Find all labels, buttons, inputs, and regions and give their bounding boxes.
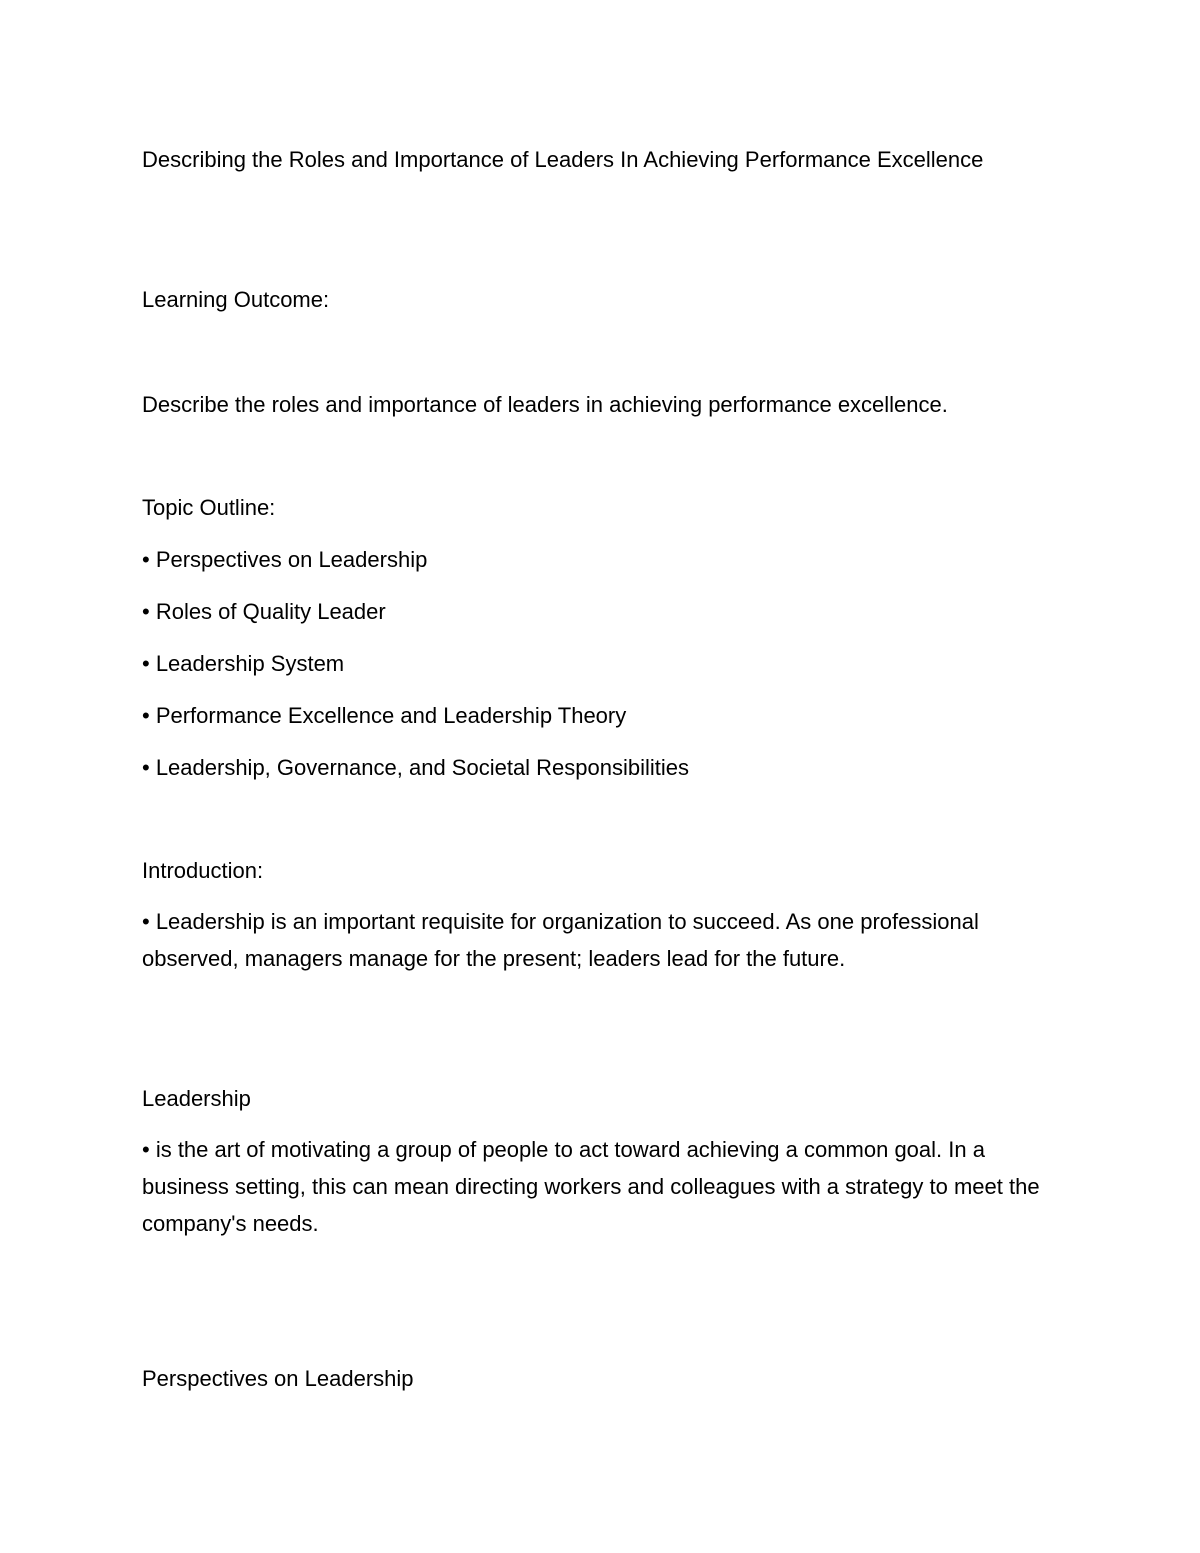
topic-outline-item: • Perspectives on Leadership bbox=[142, 547, 428, 572]
topic-outline-heading: Topic Outline: bbox=[142, 495, 276, 520]
introduction-text: • Leadership is an important requisite for organization to succeed. As one professional observed, managers manage for the present; leaders lead for the future. bbox=[142, 909, 979, 971]
topic-outline-item: • Leadership System bbox=[142, 651, 345, 676]
document-title: Describing the Roles and Importance of Leaders In Achieving Performance Excellence bbox=[142, 147, 984, 172]
leadership-text: • is the art of motivating a group of people to act toward achieving a common goal. In a business setting, this can mean directing workers and colleagues with a strategy to meet the company's needs. bbox=[142, 1137, 1040, 1236]
perspectives-heading: Perspectives on Leadership bbox=[142, 1366, 414, 1391]
learning-outcome-heading: Learning Outcome: bbox=[142, 287, 330, 312]
introduction-heading: Introduction: bbox=[142, 858, 264, 883]
topic-outline-item: • Roles of Quality Leader bbox=[142, 599, 386, 624]
learning-outcome-text: Describe the roles and importance of leaders in achieving performance excellence. bbox=[142, 392, 948, 417]
topic-outline-item: • Performance Excellence and Leadership Theory bbox=[142, 703, 627, 728]
leadership-heading: Leadership bbox=[142, 1086, 251, 1111]
topic-outline-item: • Leadership, Governance, and Societal Responsibilities bbox=[142, 755, 690, 780]
